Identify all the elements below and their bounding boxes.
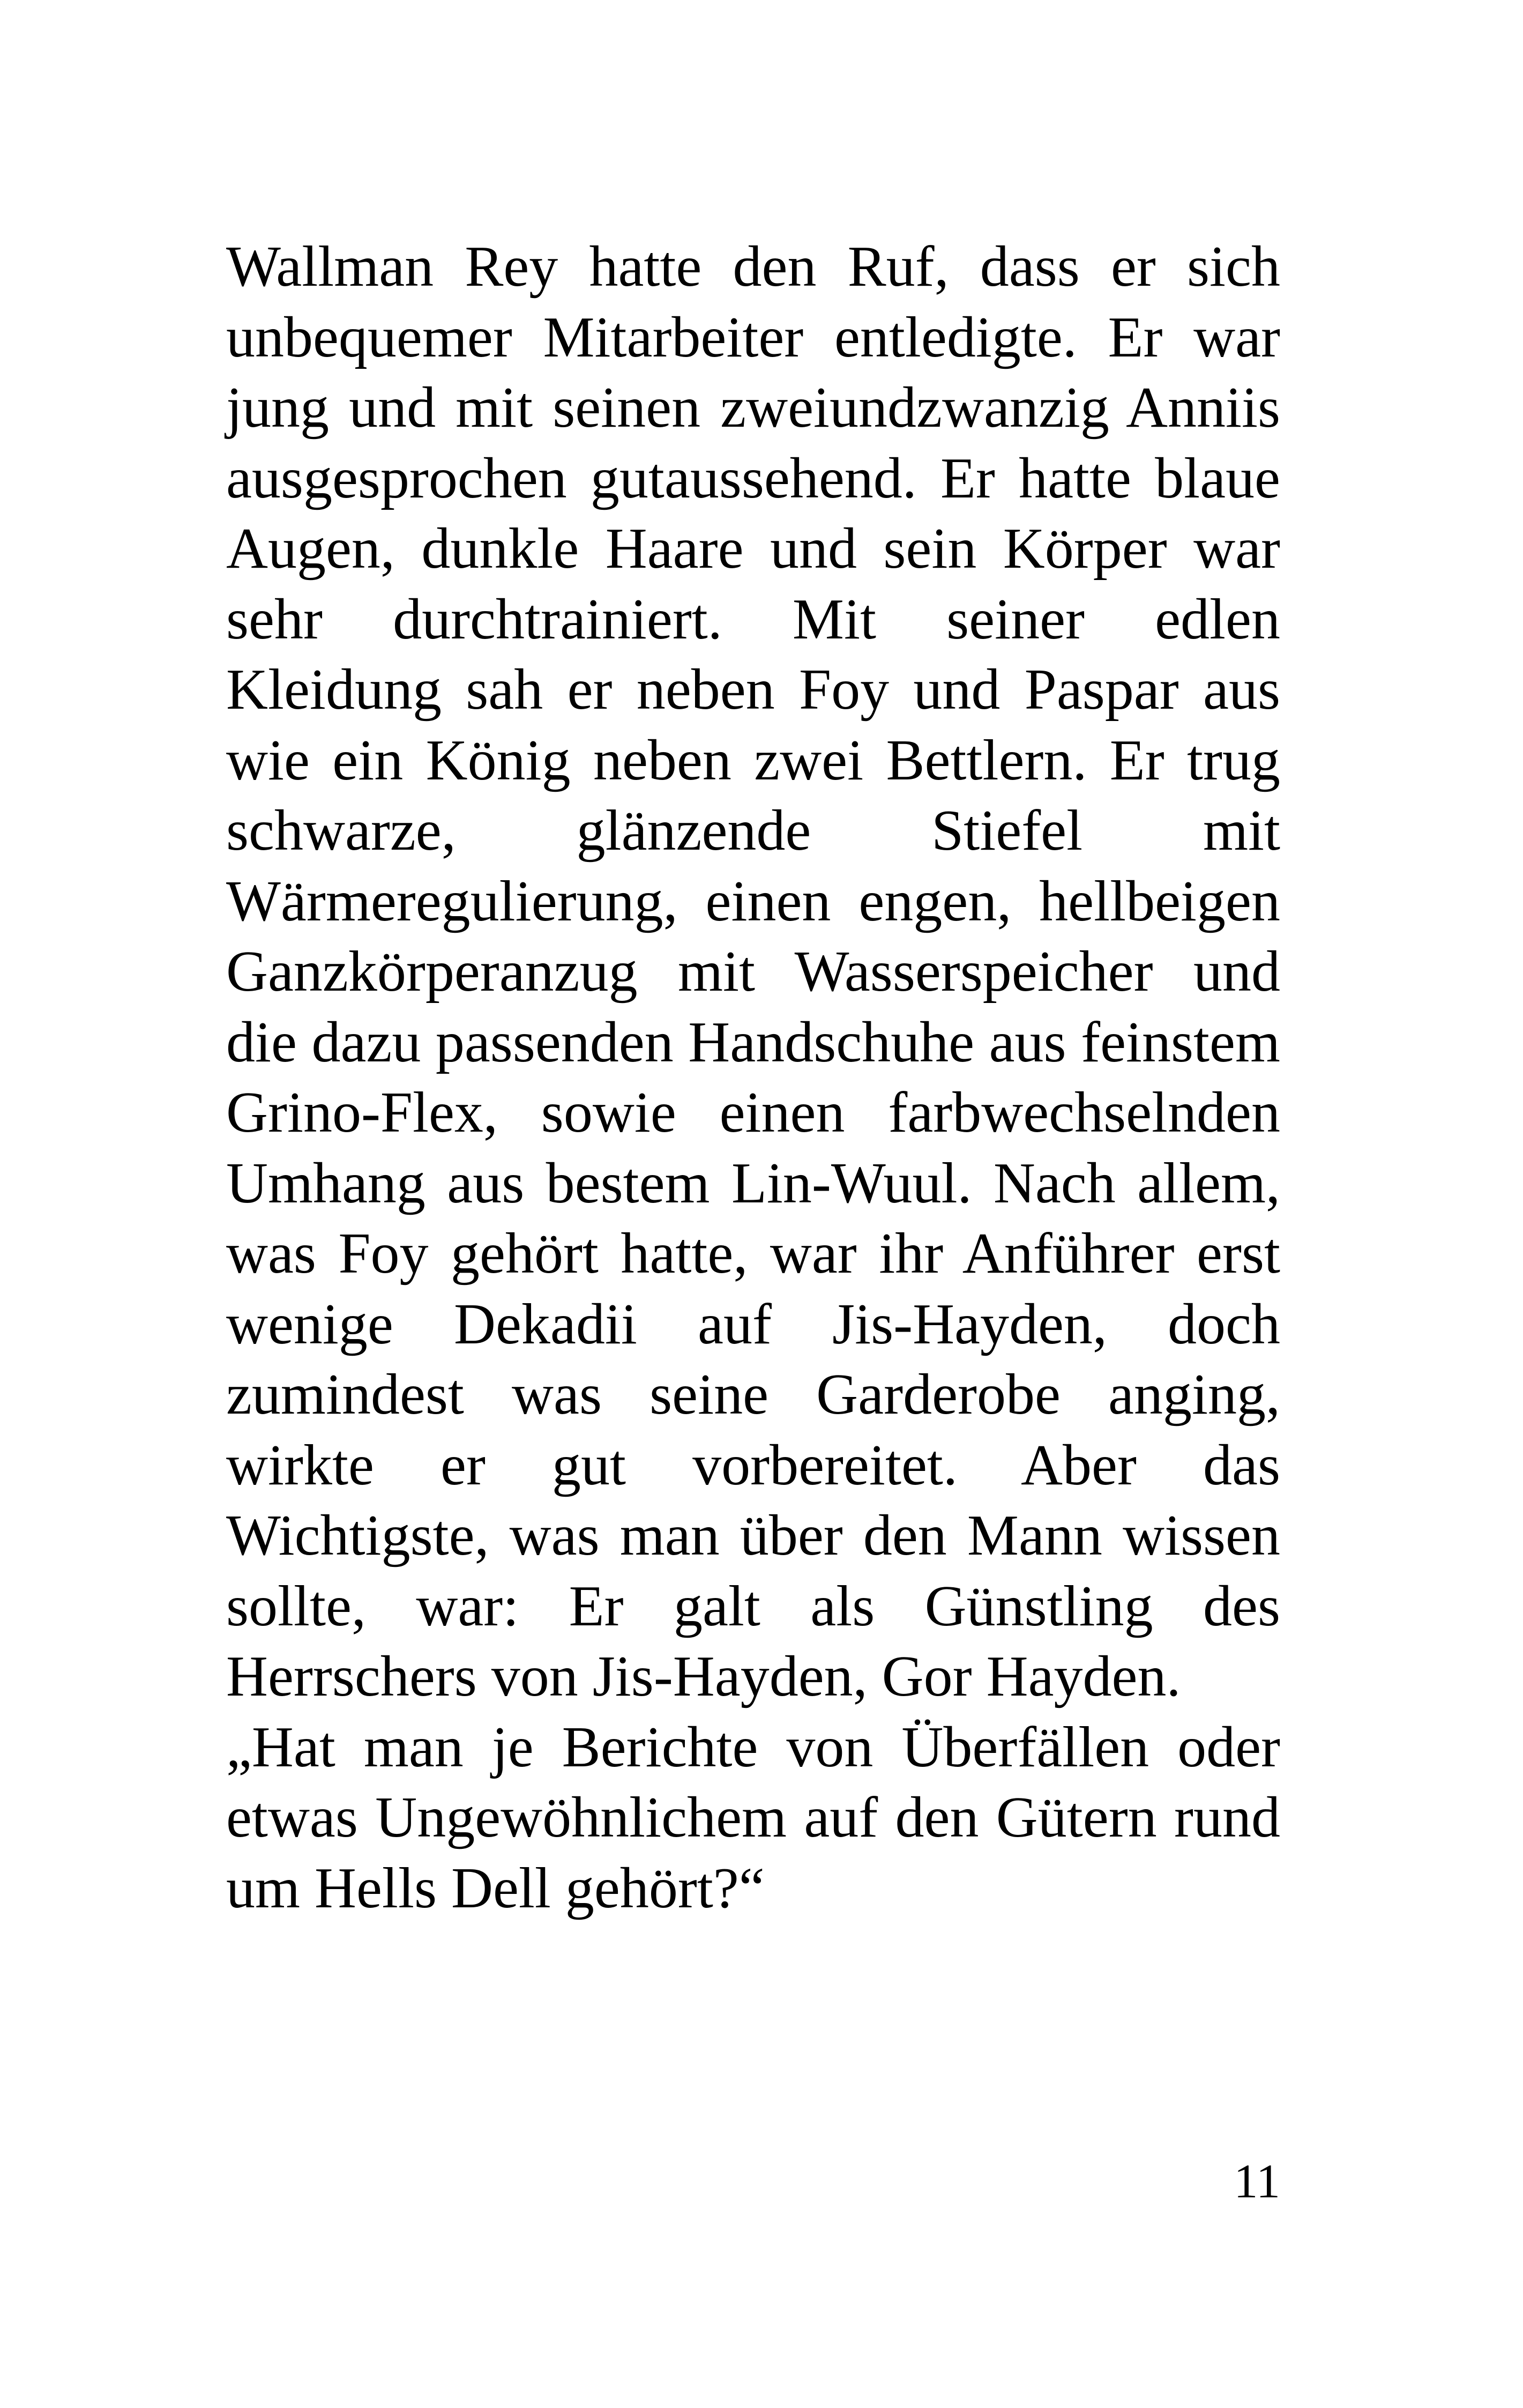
body-text [226,232,1280,1923]
page-number: 11 [1234,2155,1280,2208]
paragraph-description: Wallman Rey hatte den Ruf, dass er sich unbequemer Mitarbeiter entledigte. Er war jung und mit seinen zweiundzwanzig Anniis ausgesprochen gutaussehend. Er hatte blaue Augen, dunkle Haare und sein Körper war sehr durchtrainiert. Mit seiner edlen Kleidung sah er neben Foy und Paspar aus wie ein König neben zwei Bettlern. Er trug schwarze, glänzende Stiefel mit Wärmeregulierung, einen engen, hellbeigen Ganzkörperanzug mit Wasserspeicher und die dazu passenden Handschuhe aus feinstem Grino-Flex, sowie einen farbwechselnden Umhang aus bestem Lin-Wuul. Nach allem, was Foy gehört hatte, war ihr Anführer erst wenige Dekadii auf Jis-Hayden, doch zumindest was seine Garderobe anging, wirkte er gut vorbereitet. Aber das Wichtigste, was man über den Mann wissen sollte, war: Er galt als Günstling des Herrschers von Jis-Hayden, Gor Hayden. [226,235,1280,1708]
paragraph-dialogue: „Hat man je Berichte von Überfällen oder etwas Ungewöhnlichem auf den Gütern rund um Hells Dell gehört?“ [226,1715,1280,1920]
